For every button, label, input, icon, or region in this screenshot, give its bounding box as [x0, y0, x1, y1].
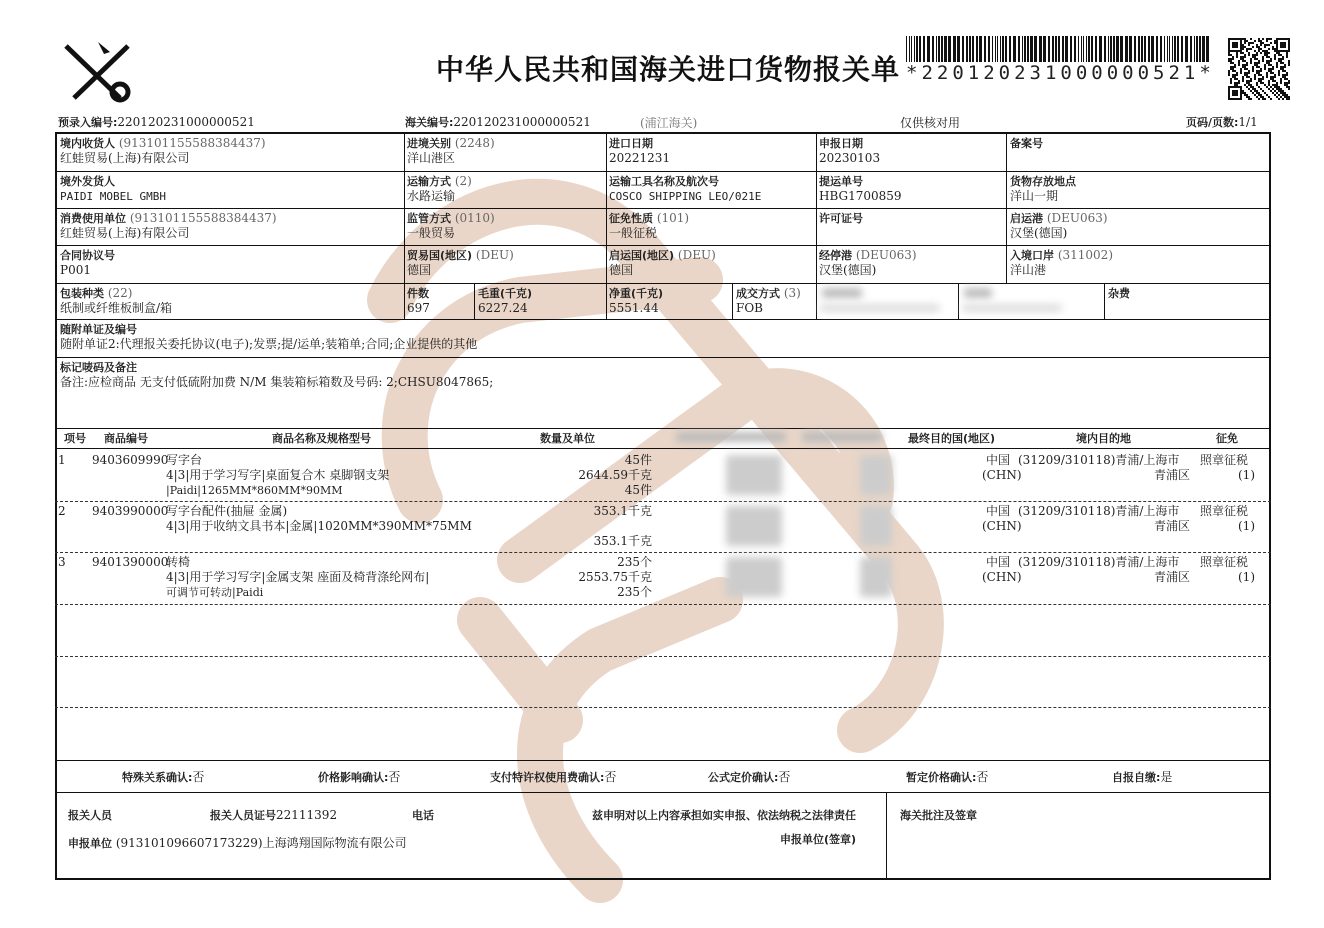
consignee-field: 境内收货人 (913101155588384437) 红蛙贸易(上海)有限公司: [60, 136, 266, 165]
item-country: 中国: [986, 453, 1011, 467]
provisional-price-confirm: 暂定价格确认:否: [906, 770, 989, 784]
item-levy: 照章征税: [1200, 555, 1249, 569]
item-no: 3: [58, 555, 66, 569]
package-type-field: 包装种类 (22) 纸制或纤维板制盒/箱: [60, 286, 173, 315]
item-levy-code: (1): [1238, 570, 1255, 584]
license-field: 许可证号: [819, 212, 863, 225]
item-country-code: (CHN): [982, 468, 1022, 482]
item-name: 转椅: [166, 555, 191, 569]
net-weight-field: 净重(千克) 5551.44: [609, 287, 664, 315]
special-relation-confirm: 特殊关系确认:否: [122, 770, 205, 784]
item-hs-code: 9403609990: [92, 453, 169, 467]
item-spec-2: |Paidi|1265MM*860MM*90MM: [166, 484, 343, 497]
col-item-no: 项号: [64, 432, 86, 445]
redacted-col-header-2: [802, 432, 882, 442]
item-qty-1: 353.1千克: [593, 504, 652, 518]
consignor-field: 境外发货人 PAIDI MOBEL GMBH: [60, 175, 166, 203]
gross-weight-field: 毛重(千克) 6227.24: [478, 287, 533, 315]
item-levy: 照章征税: [1200, 453, 1249, 467]
pieces-field: 件数 697: [407, 287, 430, 315]
item-country-code: (CHN): [982, 519, 1022, 533]
item-hs-code: 9401390000: [92, 555, 169, 569]
consumer-unit-field: 消费使用单位 (913101155588384437) 红蛙贸易(上海)有限公司: [60, 211, 277, 240]
redacted-freight: [822, 288, 862, 298]
redacted-price: [726, 455, 782, 495]
barcode-number: *220120231000000521*: [906, 62, 1215, 84]
item-qty-1: 235个: [617, 555, 652, 569]
item-spec-2: 可调节可转动|Paidi: [166, 586, 264, 599]
terms-field: 成交方式 (3) FOB: [736, 286, 801, 315]
item-qty-3: 235个: [617, 585, 652, 599]
item-levy: 照章征税: [1200, 504, 1249, 518]
self-payment-confirm: 自报自缴:是: [1112, 770, 1173, 784]
item-country-code: (CHN): [982, 570, 1022, 584]
redacted-price: [726, 506, 782, 546]
pre-entry-number: 预录入编号:220120231000000521: [58, 115, 255, 129]
transport-field: 运输方式 (2) 水路运输: [407, 174, 472, 203]
declaration-statement: 兹申明对以上内容承担如实申报、依法纳税之法律责任: [592, 809, 856, 822]
levy-nature-field: 征免性质 (101) 一般征税: [609, 211, 690, 240]
item-qty-1: 45件: [624, 453, 652, 467]
entry-port-field: 进境关别 (2248) 洋山港区: [407, 136, 495, 165]
item-domestic-district: 青浦区: [1154, 468, 1191, 482]
declaring-unit: 申报单位 (913101096607173229)上海鸿翔国际物流有限公司: [68, 836, 407, 850]
col-domestic-dest: 境内目的地: [1076, 432, 1131, 445]
storage-location-field: 货物存放地点 洋山一期: [1010, 175, 1076, 203]
item-no: 2: [58, 504, 66, 518]
redacted-insurance-value: [962, 304, 1062, 312]
item-domestic-district: 青浦区: [1154, 570, 1191, 584]
formula-price-confirm: 公式定价确认:否: [708, 770, 791, 784]
price-influence-confirm: 价格影响确认:否: [318, 770, 401, 784]
item-levy-code: (1): [1238, 519, 1255, 533]
item-country: 中国: [986, 555, 1011, 569]
qr-code: [1228, 38, 1290, 100]
item-domestic-dest: (31209/310118)青浦/上海市: [1018, 453, 1180, 467]
item-qty-3: 45件: [624, 483, 652, 497]
barcode: [906, 36, 1216, 62]
contract-field: 合同协议号 P001: [60, 249, 115, 277]
royalty-confirm: 支付特许权使用费确认:否: [490, 770, 617, 784]
origin-country-field: 启运国(地区) (DEU) 德国: [609, 248, 716, 277]
item-domestic-district: 青浦区: [1154, 519, 1191, 533]
item-country: 中国: [986, 504, 1011, 518]
item-name: 写字台: [166, 453, 203, 467]
bill-of-lading-field: 提运单号 HBG1700859: [819, 175, 902, 203]
redacted-price: [726, 557, 782, 597]
declare-date-field: 申报日期 20230103: [819, 137, 881, 165]
item-qty-2: 2644.59千克: [578, 468, 652, 482]
redacted-freight-value: [820, 304, 940, 312]
verify-note: 仅供核对用: [900, 116, 961, 130]
item-no: 1: [58, 453, 66, 467]
customs-number: 海关编号:220120231000000521: [405, 115, 591, 129]
declarant-label: 报关人员: [68, 809, 112, 822]
transit-port-field: 经停港 (DEU063) 汉堡(德国): [819, 248, 917, 277]
col-hs-code: 商品编号: [104, 432, 148, 445]
page-number: 页码/页数:1/1: [1186, 115, 1258, 129]
unit-seal-label: 申报单位(签章): [780, 833, 857, 846]
record-number-field: 备案号: [1010, 137, 1043, 150]
redacted-price: [860, 506, 892, 546]
item-qty-2: 2553.75千克: [578, 570, 652, 584]
item-qty-3: 353.1千克: [593, 534, 652, 548]
supervision-field: 监管方式 (0110) 一般贸易: [407, 211, 495, 240]
attached-docs-field: 随附单证及编号 随附单证2:代理报关委托协议(电子);发票;提/运单;装箱单;合同;企业提供的其他: [60, 323, 478, 351]
declarant-cert: 报关人员证号22111392: [210, 808, 338, 822]
trade-country-field: 贸易国(地区) (DEU) 德国: [407, 248, 514, 277]
item-spec: 4|3|用于学习写字|桌面复合木 桌脚钢支架: [166, 468, 390, 482]
item-domestic-dest: (31209/310118)青浦/上海市: [1018, 555, 1180, 569]
form-title: 中华人民共和国海关进口货物报关单: [436, 53, 901, 86]
item-domestic-dest: (31209/310118)青浦/上海市: [1018, 504, 1180, 518]
customs-office: (浦江海关): [640, 116, 698, 130]
phone-label: 电话: [412, 809, 434, 822]
redacted-col-header-1: [676, 432, 786, 442]
entry-port-field-2: 入境口岸 (311002) 洋山港: [1010, 248, 1113, 277]
misc-fee-field: 杂费: [1108, 287, 1130, 300]
col-dest-country: 最终目的国(地区): [908, 432, 996, 445]
redacted-price: [860, 557, 892, 597]
item-spec: 4|3|用于学习写字|金属支架 座面及椅背涤纶网布|: [166, 570, 430, 584]
item-levy-code: (1): [1238, 468, 1255, 482]
customs-sign-label: 海关批注及签章: [900, 809, 977, 822]
item-hs-code: 9403990000: [92, 504, 169, 518]
import-date-field: 进口日期 20221231: [609, 137, 671, 165]
departure-port-field: 启运港 (DEU063) 汉堡(德国): [1010, 211, 1108, 240]
customs-emblem-icon: [58, 38, 140, 104]
marks-remarks-field: 标记唛码及备注 备注:应检商品 无支付低硫附加费 N/M 集装箱标箱数及号码: 2;CHSU8047865;: [60, 361, 494, 389]
redacted-insurance: [964, 288, 992, 298]
redacted-price: [860, 455, 892, 495]
item-spec: 4|3|用于收纳文具书本|金属|1020MM*390MM*75MM: [166, 519, 472, 533]
col-quantity: 数量及单位: [540, 432, 595, 445]
item-name: 写字台配件(抽屉 金属): [166, 504, 288, 518]
col-product-name: 商品名称及规格型号: [272, 432, 371, 445]
col-levy: 征免: [1216, 432, 1238, 445]
vessel-field: 运输工具名称及航次号 COSCO SHIPPING LEO/021E: [609, 175, 762, 203]
